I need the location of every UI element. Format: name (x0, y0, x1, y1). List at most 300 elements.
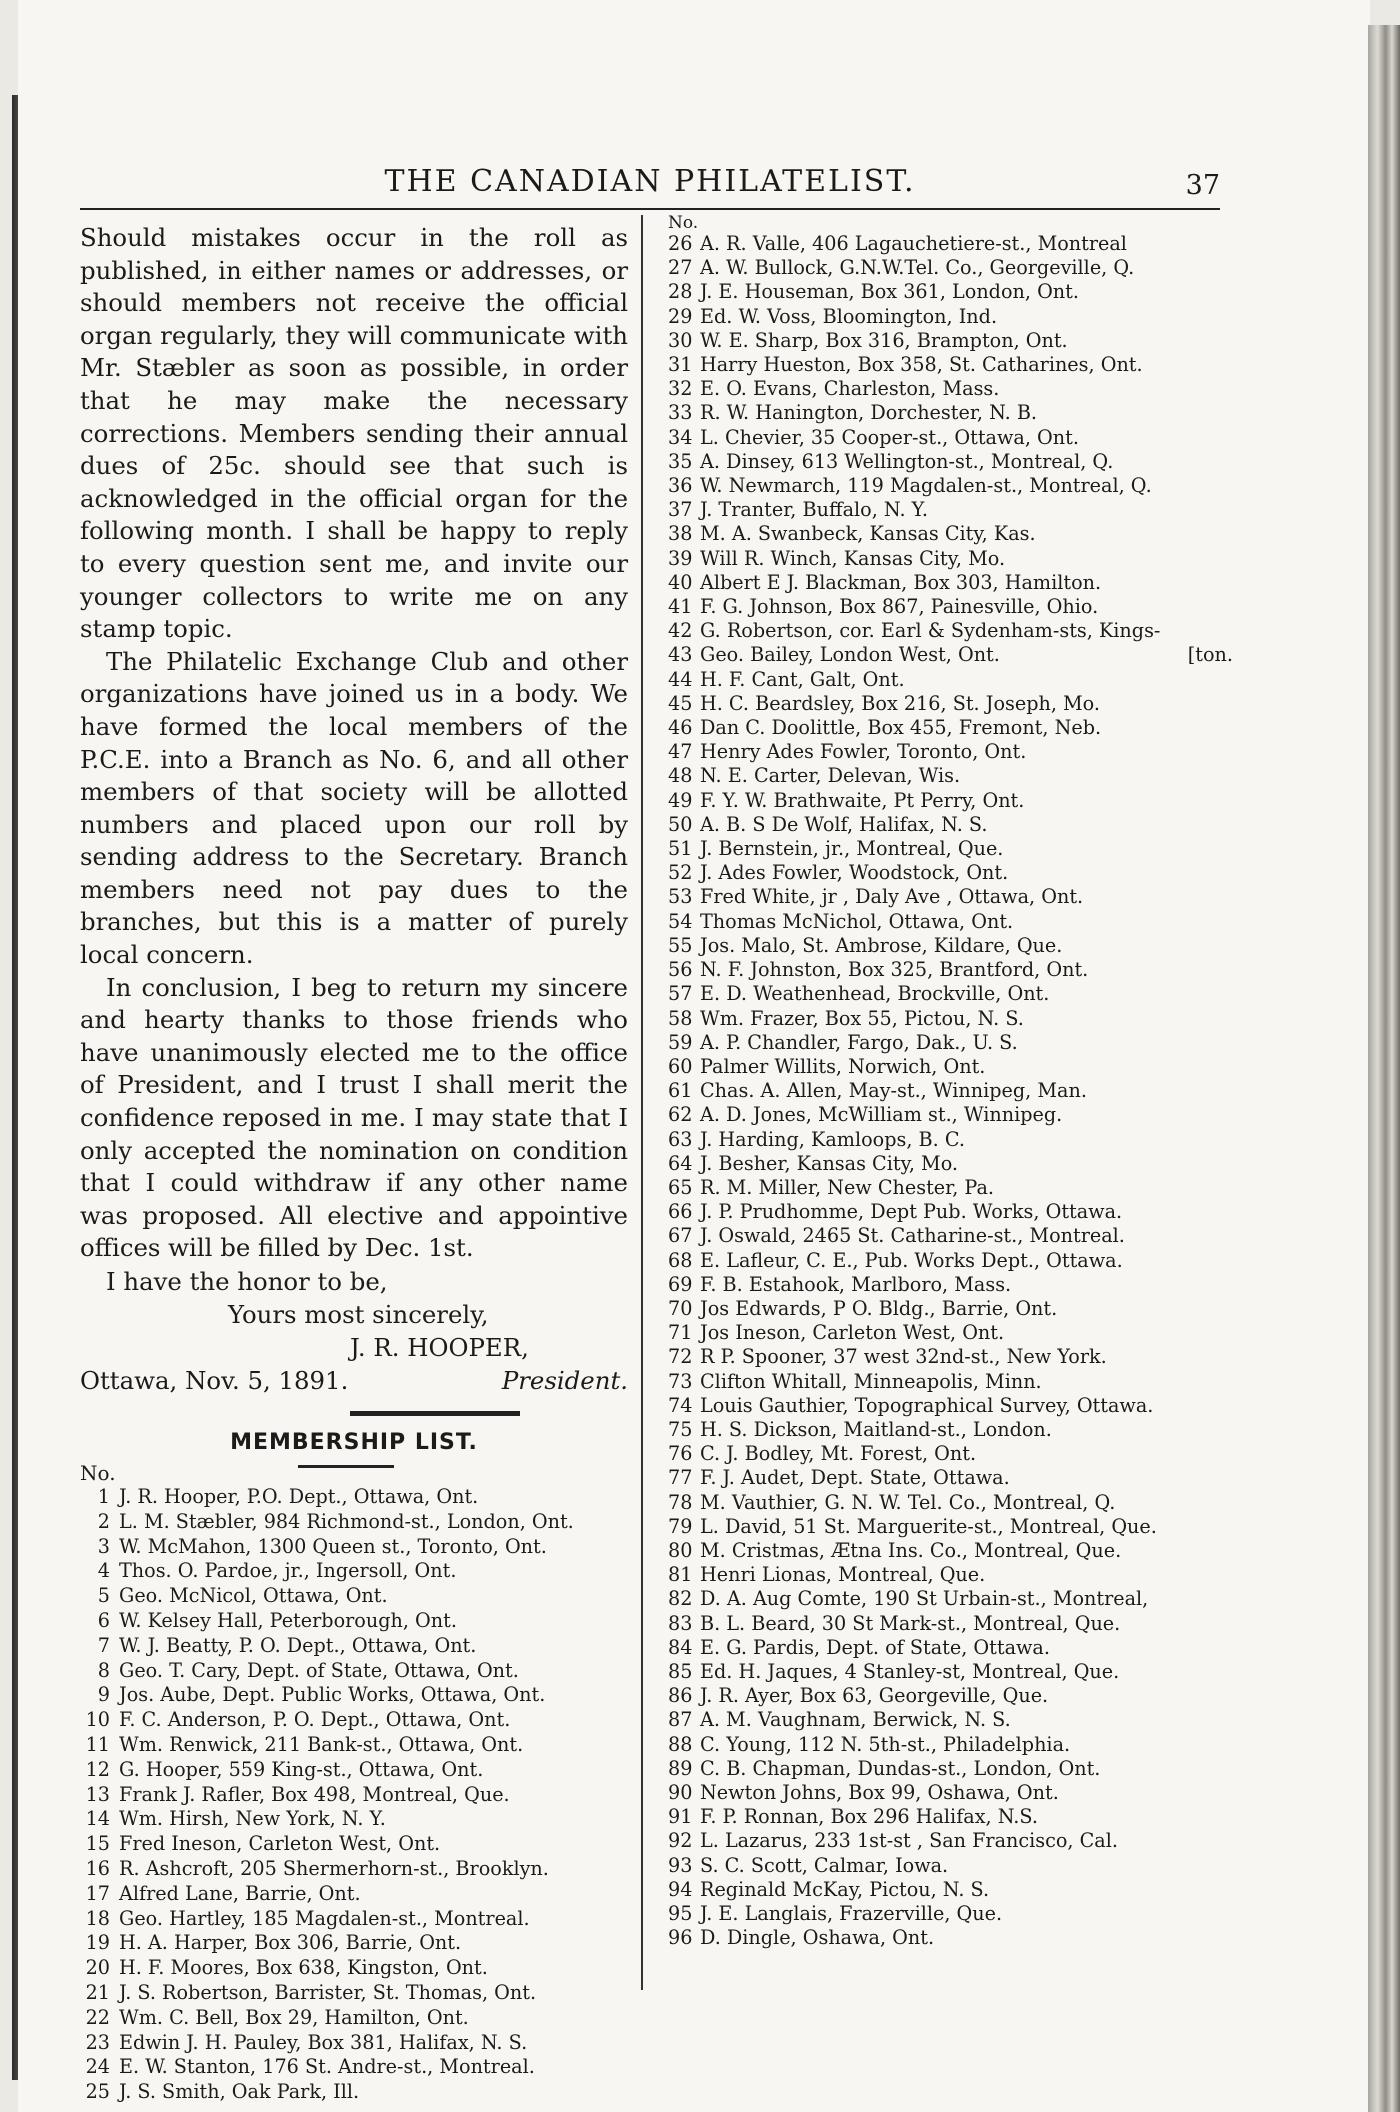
member-name-address (700, 1805, 1233, 1829)
member-number: 41 (668, 595, 693, 619)
member-number: 20 (85, 1956, 110, 1980)
member-entry (668, 571, 1233, 595)
member-entry (80, 1609, 628, 1634)
member-name-address (700, 861, 1233, 885)
signer-title: President. (501, 1366, 628, 1395)
member-text: F. J. Audet, Dept. State, Ottawa. (700, 1466, 1010, 1490)
member-text: J. P. Prudhomme, Dept Pub. Works, Ottawa. (700, 1200, 1123, 1224)
member-number: 45 (668, 691, 693, 715)
member-text: Harry Hueston, Box 358, St. Catharines, Ont. (700, 353, 1143, 377)
member-number: 25 (85, 2080, 110, 2104)
member-number: 6 (97, 1608, 110, 1632)
member-name-address: Fred Ineson, Carleton West, Ont. (119, 1832, 441, 1856)
member-entry (668, 1152, 1233, 1176)
member-entry (80, 1783, 628, 1808)
member-number: 54 (668, 909, 693, 933)
member-number: 27 (668, 256, 693, 280)
member-entry (80, 2055, 628, 2080)
member-text: J. Bernstein, jr., Montreal, Que. (700, 837, 1004, 861)
member-name-address (700, 1612, 1233, 1636)
member-text: H. C. Beardsley, Box 216, St. Joseph, Mo. (700, 691, 1100, 715)
member-number: 94 (668, 1877, 693, 1901)
member-text: Reginald McKay, Pictou, N. S. (700, 1877, 990, 1901)
letter-paragraph: The Philatelic Exchange Club and other organizations have joined us in a body. We have formed the local members of the P.C.E. into a Branch as No. 6, and all other members of that society will be allotted numbers and placed upon our roll by sending address to the Secretary. Branch members need not pay dues to the branches, but this is a matter of purely local concern. (80, 646, 628, 970)
member-entry (80, 1882, 628, 1907)
member-name-address (700, 958, 1233, 982)
member-entry (668, 668, 1233, 692)
member-entry (668, 1708, 1233, 1732)
member-name-address (700, 280, 1233, 304)
member-entry (668, 353, 1233, 377)
member-entry (668, 474, 1233, 498)
member-name-address (700, 401, 1233, 425)
member-entry (668, 1539, 1233, 1563)
member-text: J. Oswald, 2465 St. Catharine-st., Montreal. (700, 1224, 1125, 1248)
member-name-address (700, 1007, 1233, 1031)
member-text: C. Young, 112 N. 5th-st., Philadelphia. (700, 1732, 1071, 1756)
member-entry (668, 1854, 1233, 1878)
member-name-address (700, 619, 1233, 643)
member-entry (668, 1733, 1233, 1757)
member-entry (668, 740, 1233, 764)
member-entry (668, 1636, 1233, 1660)
member-number: 11 (85, 1732, 110, 1756)
member-number: 49 (668, 788, 693, 812)
member-text: Henry Ades Fowler, Toronto, Ont. (700, 740, 1027, 764)
member-entry (80, 1832, 628, 1857)
member-entry (80, 1559, 628, 1584)
member-text: J. E. Langlais, Frazerville, Que. (700, 1902, 1003, 1926)
member-name-address (700, 1878, 1233, 1902)
member-name-address (700, 595, 1233, 619)
member-name-address: E. W. Stanton, 176 St. Andre-st., Montreal. (119, 2055, 535, 2079)
member-number: 16 (85, 1856, 110, 1880)
member-number: 77 (668, 1466, 693, 1490)
member-number: 2 (97, 1509, 110, 1533)
member-number: 31 (668, 353, 693, 377)
member-entry (668, 305, 1233, 329)
member-name-address: R. Ashcroft, 205 Shermerhorn-st., Brooklyn. (119, 1856, 549, 1880)
member-number: 70 (668, 1296, 693, 1320)
member-name-address (700, 547, 1233, 571)
member-name-address: Edwin J. H. Pauley, Box 381, Halifax, N. S. (119, 2030, 528, 2054)
member-name-address (700, 668, 1233, 692)
member-text: E. D. Weathenhead, Brockville, Ont. (700, 982, 1050, 1006)
member-name-address (700, 305, 1233, 329)
member-name-address (700, 474, 1233, 498)
member-entry (668, 1418, 1233, 1442)
member-entry (668, 619, 1233, 643)
member-entry (668, 1442, 1233, 1466)
president-letter (80, 222, 628, 1265)
member-text: Thomas McNichol, Ottawa, Ont. (700, 909, 1014, 933)
member-name-address (700, 1684, 1233, 1708)
member-entry (668, 982, 1233, 1006)
member-name-address: H. A. Harper, Box 306, Barrie, Ont. (119, 1931, 462, 1955)
member-number: 73 (668, 1369, 693, 1393)
member-text: Ed. H. Jaques, 4 Stanley-st, Montreal, Que. (700, 1659, 1120, 1683)
member-name-address (700, 837, 1233, 861)
member-name-address (700, 353, 1233, 377)
member-number: 53 (668, 885, 693, 909)
member-entry (668, 595, 1233, 619)
member-number: 72 (668, 1345, 693, 1369)
member-text: Wm. Frazer, Box 55, Pictou, N. S. (700, 1006, 1024, 1030)
member-number: 55 (668, 933, 693, 957)
member-entry (668, 1805, 1233, 1829)
member-name-address: L. M. Stæbler, 984 Richmond-st., London, Ont. (119, 1509, 574, 1533)
member-name-address (700, 1152, 1233, 1176)
member-name-address (700, 764, 1233, 788)
member-entry (668, 1660, 1233, 1684)
member-number: 18 (85, 1906, 110, 1930)
member-name-address (700, 1031, 1233, 1055)
member-entry (80, 2006, 628, 2031)
member-entry (668, 498, 1233, 522)
member-name-address (700, 1442, 1233, 1466)
member-name-address (700, 740, 1233, 764)
member-entry (668, 1684, 1233, 1708)
member-number: 65 (668, 1175, 693, 1199)
member-name-address: W. McMahon, 1300 Queen st., Toronto, Ont. (119, 1534, 547, 1558)
member-name-address (700, 1370, 1233, 1394)
member-number: 37 (668, 498, 693, 522)
member-text: R P. Spooner, 37 west 32nd-st., New York. (700, 1345, 1107, 1369)
member-entry (668, 643, 1233, 667)
member-number: 84 (668, 1635, 693, 1659)
member-number: 62 (668, 1103, 693, 1127)
member-number: 39 (668, 546, 693, 570)
member-name-address (700, 1781, 1233, 1805)
member-text: J. Ades Fowler, Woodstock, Ont. (700, 861, 1009, 885)
member-number: 56 (668, 958, 693, 982)
page-edge-stack (1368, 25, 1400, 2112)
member-entry (80, 1510, 628, 1535)
closing-line: I have the honor to be, (106, 1267, 388, 1296)
member-entry (668, 1466, 1233, 1490)
member-entry (668, 1031, 1233, 1055)
member-name-address (700, 329, 1233, 353)
member-number: 35 (668, 449, 693, 473)
member-number: 92 (668, 1829, 693, 1853)
member-entry (668, 377, 1233, 401)
member-name-address (700, 1345, 1233, 1369)
member-number: 63 (668, 1127, 693, 1151)
member-name-address (700, 1273, 1233, 1297)
member-number: 29 (668, 304, 693, 328)
member-number: 42 (668, 619, 693, 643)
member-text: L. Lazarus, 233 1st-st , San Francisco, Cal. (700, 1829, 1118, 1853)
letter-closing (80, 1265, 628, 1397)
member-entry (80, 1807, 628, 1832)
member-name-address: J. S. Robertson, Barrister, St. Thomas, Ont. (119, 1980, 537, 2004)
member-name-address: Geo. Hartley, 185 Magdalen-st., Montreal. (119, 1906, 530, 1930)
member-number: 36 (668, 474, 693, 498)
member-name-address: Wm. Hirsh, New York, N. Y. (119, 1807, 386, 1831)
member-number: 58 (668, 1006, 693, 1030)
member-entry (668, 1491, 1233, 1515)
member-text: Jos. Malo, St. Ambrose, Kildare, Que. (700, 933, 1063, 957)
member-entry (80, 1857, 628, 1882)
member-text: F. P. Ronnan, Box 296 Halifax, N.S. (700, 1805, 1038, 1829)
member-name-address (700, 885, 1233, 909)
member-number: 46 (668, 716, 693, 740)
member-text: Geo. Bailey, London West, Ont. (700, 643, 1000, 667)
member-number: 57 (668, 982, 693, 1006)
member-number: 9 (97, 1683, 110, 1707)
letter-paragraph: Should mistakes occur in the roll as published, in either names or addresses, or should members not receive the official organ regularly, they will communicate with Mr. Stæbler as soon as possible, in order that he may make the necessary corrections. Members sending their annual dues of 25c. should see that such is acknowledged in the official organ for the following month. I shall be happy to reply to every question sent me, and invite our younger collectors to write me on any stamp topic. (80, 223, 628, 644)
member-text: J. E. Houseman, Box 361, London, Ont. (700, 280, 1079, 304)
member-entry (668, 1224, 1233, 1248)
member-entry (668, 450, 1233, 474)
member-number: 19 (85, 1931, 110, 1955)
member-name-address (700, 789, 1233, 813)
member-text: Jos Ineson, Carleton West, Ont. (700, 1321, 1005, 1345)
member-text: Will R. Winch, Kansas City, Mo. (700, 546, 1006, 570)
member-text: D. A. Aug Comte, 190 St Urbain-st., Montreal, (700, 1587, 1149, 1611)
running-header (80, 160, 1220, 206)
member-text: E. Lafleur, C. E., Pub. Works Dept., Ottawa. (700, 1248, 1123, 1272)
member-number: 93 (668, 1853, 693, 1877)
member-entry (668, 1273, 1233, 1297)
member-entry (668, 1878, 1233, 1902)
member-name-address: Frank J. Rafler, Box 498, Montreal, Que. (119, 1782, 510, 1806)
member-number: 10 (85, 1708, 110, 1732)
member-text: J. Harding, Kamloops, B. C. (700, 1127, 965, 1151)
member-name-address: H. F. Moores, Box 638, Kingston, Ont. (119, 1956, 488, 1980)
member-name-address (700, 1587, 1233, 1611)
member-name-address: J. S. Smith, Oak Park, Ill. (119, 2080, 360, 2104)
member-number: 24 (85, 2055, 110, 2079)
member-entry (668, 1103, 1233, 1127)
member-entry (668, 934, 1233, 958)
member-text: D. Dingle, Oshawa, Ont. (700, 1926, 935, 1950)
member-name-address (700, 522, 1233, 546)
member-text: L. Chevier, 35 Cooper-st., Ottawa, Ont. (700, 425, 1079, 449)
member-entry (80, 2031, 628, 2056)
membership-heading: MEMBERSHIP LIST. (230, 1430, 478, 1455)
member-text: S. C. Scott, Calmar, Iowa. (700, 1853, 949, 1877)
member-number: 68 (668, 1248, 693, 1272)
member-entry (668, 1370, 1233, 1394)
membership-list-left (80, 1485, 628, 2105)
member-entry (668, 1128, 1233, 1152)
member-number: 89 (668, 1756, 693, 1780)
member-number: 61 (668, 1079, 693, 1103)
member-name-address (700, 982, 1233, 1006)
member-entry (668, 1926, 1233, 1950)
member-name-address (700, 1466, 1233, 1490)
member-entry (668, 764, 1233, 788)
left-column (80, 222, 628, 2105)
member-name-address (700, 1708, 1233, 1732)
member-entry (668, 522, 1233, 546)
member-entry (80, 1758, 628, 1783)
member-number: 28 (668, 280, 693, 304)
member-entry (668, 1176, 1233, 1200)
member-text: A. Dinsey, 613 Wellington-st., Montreal, Q. (700, 449, 1114, 473)
member-name-address (700, 1757, 1233, 1781)
member-name-address (700, 426, 1233, 450)
member-number: 64 (668, 1151, 693, 1175)
member-number: 80 (668, 1538, 693, 1562)
member-text: H. F. Cant, Galt, Ont. (700, 667, 905, 691)
member-name-address: Geo. McNicol, Ottawa, Ont. (119, 1584, 388, 1608)
member-entry (668, 1515, 1233, 1539)
member-name-address: J. R. Hooper, P.O. Dept., Ottawa, Ont. (119, 1485, 479, 1508)
member-name-address (700, 1224, 1233, 1248)
member-number: 59 (668, 1030, 693, 1054)
member-entry (668, 789, 1233, 813)
member-text: Clifton Whitall, Minneapolis, Minn. (700, 1369, 1042, 1393)
member-number: 78 (668, 1490, 693, 1514)
member-entry (80, 1584, 628, 1609)
member-entry (668, 280, 1233, 304)
member-entry (668, 256, 1233, 280)
member-text: M. Vauthier, G. N. W. Tel. Co., Montreal, Q. (700, 1490, 1116, 1514)
member-number: 74 (668, 1393, 693, 1417)
member-name-address: Thos. O. Pardoe, jr., Ingersoll, Ont. (119, 1559, 457, 1583)
heading-dash (298, 1465, 394, 1468)
member-name-address (700, 1249, 1233, 1273)
member-number: 88 (668, 1732, 693, 1756)
member-number: 7 (97, 1633, 110, 1657)
member-text: A. M. Vaughnam, Berwick, N. S. (700, 1708, 1011, 1732)
member-entry (668, 837, 1233, 861)
member-entry (80, 1708, 628, 1733)
member-text: F. B. Estahook, Marlboro, Mass. (700, 1272, 1012, 1296)
member-number: 21 (85, 1980, 110, 2004)
member-number: 1 (97, 1485, 110, 1508)
member-text: W. E. Sharp, Box 316, Brampton, Ont. (700, 328, 1068, 352)
member-number: 38 (668, 522, 693, 546)
member-entry (668, 1055, 1233, 1079)
member-entry (80, 1733, 628, 1758)
member-entry (668, 426, 1233, 450)
member-number: 40 (668, 570, 693, 594)
letter-paragraph: In conclusion, I beg to return my sincere and hearty thanks to those friends who have unanimously elected me to the office of President, and I trust I shall merit the confidence reposed in me. I may state that I only accepted the nomination on condition that I could withdraw if any other name was proposed. All elective and appointive offices will be filled by Dec. 1st. (80, 972, 628, 1263)
member-text: A. P. Chandler, Fargo, Dak., U. S. (700, 1030, 1018, 1054)
member-entry (80, 1485, 628, 1510)
member-text: F. G. Johnson, Box 867, Painesville, Ohio. (700, 595, 1099, 619)
member-entry (80, 1634, 628, 1659)
member-name-address (700, 1563, 1233, 1587)
member-number: 12 (85, 1757, 110, 1781)
member-number: 69 (668, 1272, 693, 1296)
member-name-address: G. Hooper, 559 King-st., Ottawa, Ont. (119, 1757, 484, 1781)
member-name-address: Wm. Renwick, 211 Bank-st., Ottawa, Ont. (119, 1732, 524, 1756)
member-entry (668, 1781, 1233, 1805)
member-text: L. David, 51 St. Marguerite-st., Montreal, Que. (700, 1514, 1157, 1538)
member-entry (80, 1683, 628, 1708)
member-text: A. R. Valle, 406 Lagauchetiere-st., Montreal (700, 232, 1127, 255)
member-number: 86 (668, 1684, 693, 1708)
member-text: J. R. Ayer, Box 63, Georgeville, Que. (700, 1684, 1049, 1708)
member-number: 83 (668, 1611, 693, 1635)
member-number: 66 (668, 1200, 693, 1224)
member-number: 87 (668, 1708, 693, 1732)
member-name-address (700, 377, 1233, 401)
member-entry (80, 1931, 628, 1956)
member-entry (668, 861, 1233, 885)
member-number: 5 (97, 1584, 110, 1608)
member-number: 81 (668, 1563, 693, 1587)
member-name-address (700, 643, 1233, 667)
member-name-address (700, 450, 1233, 474)
member-number: 67 (668, 1224, 693, 1248)
member-number: 30 (668, 328, 693, 352)
member-number: 33 (668, 401, 693, 425)
member-name-address: F. C. Anderson, P. O. Dept., Ottawa, Ont. (119, 1708, 511, 1732)
member-number: 90 (668, 1781, 693, 1804)
member-entry (668, 1321, 1233, 1345)
member-text: Ed. W. Voss, Bloomington, Ind. (700, 304, 998, 328)
member-name-address (700, 910, 1233, 934)
member-entry (668, 716, 1233, 740)
place-date: Ottawa, Nov. 5, 1891. (80, 1366, 349, 1395)
member-entry (668, 232, 1233, 256)
member-name-address (700, 1829, 1233, 1853)
member-number: 52 (668, 861, 693, 885)
member-number: 13 (85, 1782, 110, 1806)
member-text: Albert E J. Blackman, Box 303, Hamilton. (700, 570, 1102, 594)
member-text: M. A. Swanbeck, Kansas City, Kas. (700, 522, 1036, 546)
signature: J. R. HOOPER, (350, 1333, 529, 1362)
member-text: Henri Lionas, Montreal, Que. (700, 1563, 986, 1587)
member-entry (80, 1981, 628, 2006)
member-name-address (700, 232, 1233, 256)
member-entry (668, 1249, 1233, 1273)
member-number: 79 (668, 1514, 693, 1538)
member-text: J. Tranter, Buffalo, N. Y. (700, 498, 928, 522)
member-text: F. Y. W. Brathwaite, Pt Perry, Ont. (700, 788, 1025, 812)
member-number: 4 (97, 1559, 110, 1583)
number-column-label: No. (80, 1461, 116, 1485)
member-entry (668, 1007, 1233, 1031)
member-number: 48 (668, 764, 693, 788)
member-name-address (700, 1660, 1233, 1684)
member-number: 91 (668, 1805, 693, 1829)
section-separator (350, 1411, 520, 1416)
member-name-address (700, 1128, 1233, 1152)
member-number: 32 (668, 377, 693, 401)
member-name-address: Alfred Lane, Barrie, Ont. (119, 1881, 361, 1905)
member-name-address (700, 1491, 1233, 1515)
member-entry (668, 1587, 1233, 1611)
member-name-address (700, 716, 1233, 740)
member-name-address (700, 1854, 1233, 1878)
member-entry (668, 692, 1233, 716)
member-entry (668, 813, 1233, 837)
member-number: 75 (668, 1417, 693, 1441)
member-number: 3 (97, 1534, 110, 1558)
member-text: E. O. Evans, Charleston, Mass. (700, 377, 1000, 401)
member-name-address (700, 1515, 1233, 1539)
member-name-address (700, 692, 1233, 716)
member-number: 96 (668, 1926, 693, 1950)
member-entry (668, 1563, 1233, 1587)
member-number: 26 (668, 232, 693, 255)
member-text: J. Besher, Kansas City, Mo. (700, 1151, 959, 1175)
member-name-address (700, 1926, 1233, 1950)
member-name-address (700, 571, 1233, 595)
column-divider (641, 215, 643, 1990)
member-name-address (700, 1321, 1233, 1345)
member-text: Newton Johns, Box 99, Oshawa, Ont. (700, 1781, 1059, 1804)
membership-subheader (80, 1455, 628, 1485)
member-text: Palmer Willits, Norwich, Ont. (700, 1054, 986, 1078)
member-number: 17 (85, 1881, 110, 1905)
